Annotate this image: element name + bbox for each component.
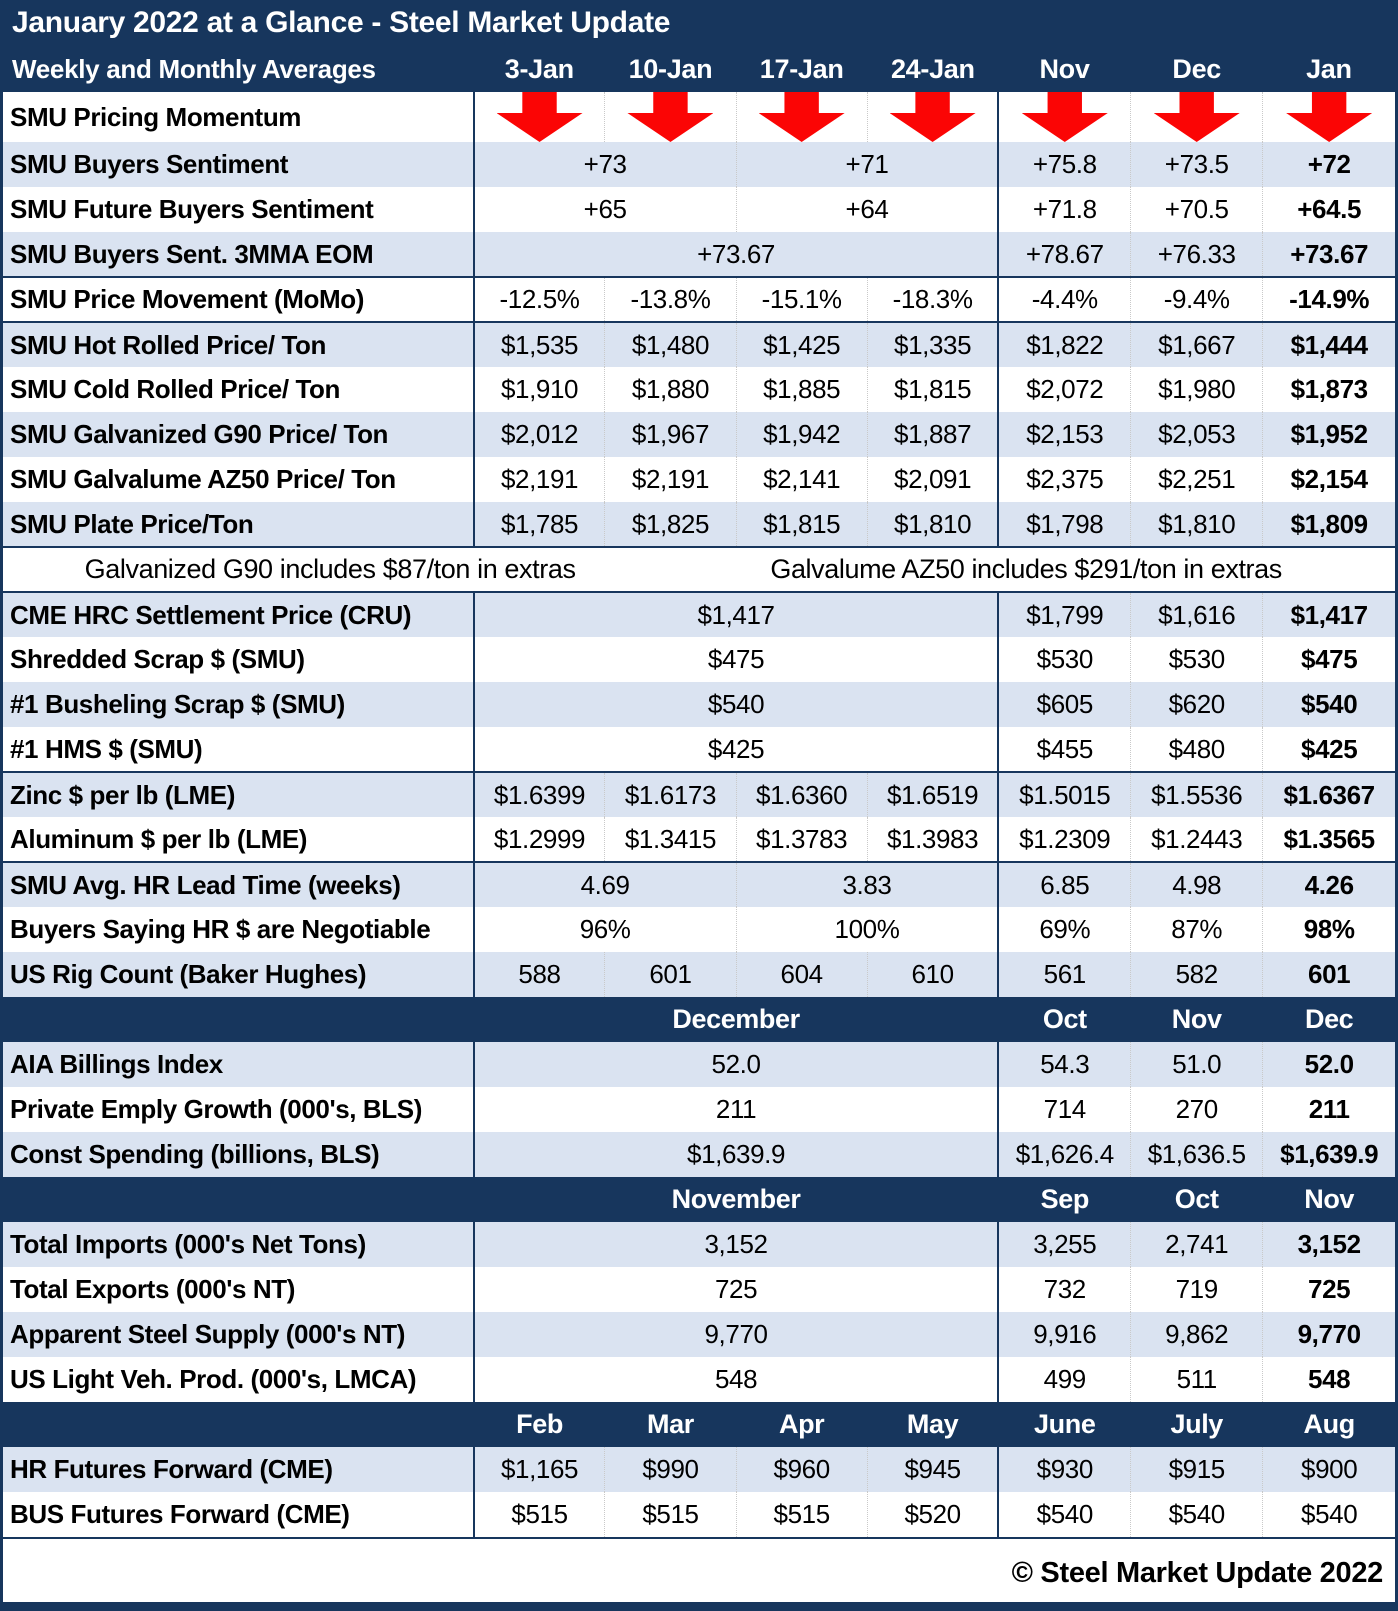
value-cell: $1.3783 [736,817,867,862]
value-cell: +71.8 [998,187,1130,232]
row-label: Const Spending (billions, BLS) [3,1132,474,1177]
value-cell: 52.0 [474,1042,999,1087]
column-header: 17-Jan [759,53,844,84]
value-cell: 4.69 [474,862,736,907]
row-label: US Rig Count (Baker Hughes) [3,952,474,997]
value-cell: 96% [474,907,736,952]
value-cell: $1,480 [605,322,736,367]
table-row [3,367,1395,412]
value-cell: 714 [998,1087,1130,1132]
row-label: Buyers Saying HR $ are Negotiable [3,907,474,952]
value-cell: +65 [474,187,736,232]
table-row [3,1312,1395,1357]
value-cell: $1,809 [1263,502,1395,547]
value-cell: $515 [474,1492,605,1537]
value-cell: 4.98 [1131,862,1263,907]
value-cell: $540 [998,1492,1130,1537]
value-cell: +75.8 [998,142,1130,187]
column-header: Nov [1039,53,1090,84]
value-cell: $2,153 [998,412,1130,457]
down-arrow-icon [1154,92,1240,142]
value-cell: 9,916 [998,1312,1130,1357]
row-label: #1 HMS $ (SMU) [3,727,474,772]
value-cell: 3,255 [998,1222,1130,1267]
value-cell: $1,873 [1263,367,1395,412]
row-label: SMU Avg. HR Lead Time (weeks) [3,862,474,907]
row-label: SMU Galvalume AZ50 Price/ Ton [3,457,474,502]
value-cell: $945 [867,1447,998,1492]
row-label: Private Emply Growth (000's, BLS) [3,1087,474,1132]
section-header-cell: Oct [1131,1177,1263,1222]
row-label: SMU Plate Price/Ton [3,502,474,547]
copyright: © Steel Market Update 2022 [1011,1556,1383,1589]
row-label: Total Exports (000's NT) [3,1267,474,1312]
page-title: January 2022 at a Glance - Steel Market Update [3,0,1395,46]
value-cell: $1.2309 [998,817,1130,862]
row-label: AIA Billings Index [3,1042,474,1087]
value-cell: $1.6519 [867,772,998,817]
momentum-cell [605,92,736,142]
row-label: SMU Buyers Sent. 3MMA EOM [3,232,474,277]
value-cell: 511 [1131,1357,1263,1402]
value-cell: $1,425 [736,322,867,367]
down-arrow-icon [627,92,713,142]
table-row [3,1042,1395,1087]
table-row [3,637,1395,682]
value-cell: $1,616 [1131,592,1263,637]
value-cell: 732 [998,1267,1130,1312]
table-row [3,1222,1395,1267]
value-cell: $990 [605,1447,736,1492]
value-cell: $530 [998,637,1130,682]
table-row [3,1447,1395,1492]
value-cell: $1.6360 [736,772,867,817]
value-cell: -14.9% [1263,277,1395,322]
value-cell: 6.85 [998,862,1130,907]
value-cell: $1,810 [1131,502,1263,547]
section-header-cell: Aug [1263,1402,1395,1447]
value-cell: 270 [1131,1087,1263,1132]
table-row [3,92,1395,142]
table-row [3,592,1395,637]
value-cell: $2,091 [867,457,998,502]
value-cell: $1,885 [736,367,867,412]
value-cell: -12.5% [474,277,605,322]
extras-note-row-cell [3,547,1395,592]
value-cell: $930 [998,1447,1130,1492]
value-cell: -9.4% [1131,277,1263,322]
column-header: 3-Jan [504,53,574,84]
value-cell: $1.3565 [1263,817,1395,862]
value-cell: -13.8% [605,277,736,322]
momentum-cell [1263,92,1395,142]
row-label: Total Imports (000's Net Tons) [3,1222,474,1267]
table-row [3,907,1395,952]
value-cell: +64.5 [1263,187,1395,232]
row-label [3,997,474,1042]
table-row [3,277,1395,322]
value-cell: +73.67 [474,232,999,277]
momentum-cell [736,92,867,142]
value-cell: $1,335 [867,322,998,367]
value-cell: $1,980 [1131,367,1263,412]
value-cell: $1,967 [605,412,736,457]
value-cell: $1.6173 [605,772,736,817]
table-row [3,772,1395,817]
value-cell: 610 [867,952,998,997]
section-header-cell: July [1131,1402,1263,1447]
value-cell: 211 [474,1087,999,1132]
value-cell: $540 [1263,1492,1395,1537]
column-header-row [3,46,1395,92]
value-cell: $620 [1131,682,1263,727]
momentum-cell [474,92,605,142]
table-row [3,322,1395,367]
value-cell: $900 [1263,1447,1395,1492]
table-row [3,1267,1395,1312]
value-cell: 51.0 [1131,1042,1263,1087]
row-label: HR Futures Forward (CME) [3,1447,474,1492]
table-row [3,1132,1395,1177]
column-header: 10-Jan [628,53,713,84]
section-header-row [3,1402,1395,1447]
section-header-row [3,1177,1395,1222]
value-cell: $1.3983 [867,817,998,862]
value-cell: 54.3 [998,1042,1130,1087]
value-cell: $2,154 [1263,457,1395,502]
value-cell: 725 [474,1267,999,1312]
value-cell: $1,417 [1263,592,1395,637]
section-header-cell: December [474,997,999,1042]
value-cell: +73.67 [1263,232,1395,277]
row-label: SMU Future Buyers Sentiment [3,187,474,232]
value-cell: 3,152 [1263,1222,1395,1267]
row-label: #1 Busheling Scrap $ (SMU) [3,682,474,727]
value-cell: $1,639.9 [1263,1132,1395,1177]
down-arrow-icon [890,92,976,142]
value-cell: $480 [1131,727,1263,772]
value-cell: 100% [736,907,998,952]
value-cell: $515 [736,1492,867,1537]
value-cell: $1,626.4 [998,1132,1130,1177]
value-cell: -4.4% [998,277,1130,322]
value-cell: $475 [1263,637,1395,682]
value-cell: 588 [474,952,605,997]
value-cell: $1.2999 [474,817,605,862]
value-cell: $1,815 [736,502,867,547]
table-row [3,862,1395,907]
value-cell: $2,072 [998,367,1130,412]
value-cell: $1,636.5 [1131,1132,1263,1177]
value-cell: $1.5015 [998,772,1130,817]
row-label: US Light Veh. Prod. (000's, LMCA) [3,1357,474,1402]
value-cell: +78.67 [998,232,1130,277]
value-cell: $1,810 [867,502,998,547]
momentum-cell [1131,92,1263,142]
section-header-cell: Apr [736,1402,867,1447]
momentum-cell [867,92,998,142]
value-cell: +73.5 [1131,142,1263,187]
section-header-cell: June [998,1402,1130,1447]
table-row [3,1492,1395,1537]
value-cell: 548 [1263,1357,1395,1402]
down-arrow-icon [1022,92,1108,142]
section-header-cell: Feb [474,1402,605,1447]
column-header: 24-Jan [890,53,975,84]
value-cell: 719 [1131,1267,1263,1312]
value-cell: 561 [998,952,1130,997]
galvalume-extras-note: Galvalume AZ50 includes $291/ton in extras [770,554,1282,584]
value-cell: 601 [605,952,736,997]
value-cell: 582 [1131,952,1263,997]
value-cell: 2,741 [1131,1222,1263,1267]
value-cell: $1.6399 [474,772,605,817]
value-cell: 69% [998,907,1130,952]
table-row [3,457,1395,502]
row-label: SMU Price Movement (MoMo) [3,277,474,322]
header-label: Weekly and Monthly Averages [12,53,376,84]
column-header: Dec [1172,53,1222,84]
value-cell: 3,152 [474,1222,999,1267]
value-cell: $540 [474,682,999,727]
value-cell: 52.0 [1263,1042,1395,1087]
value-cell: $425 [1263,727,1395,772]
row-label: SMU Pricing Momentum [3,92,474,142]
value-cell: $1,887 [867,412,998,457]
table-row [3,1357,1395,1402]
value-cell: -18.3% [867,277,998,322]
value-cell: 601 [1263,952,1395,997]
value-cell: $1,815 [867,367,998,412]
table-row [3,817,1395,862]
value-cell: $2,053 [1131,412,1263,457]
row-label: CME HRC Settlement Price (CRU) [3,592,474,637]
value-cell: $960 [736,1447,867,1492]
value-cell: $1,444 [1263,322,1395,367]
value-cell: 604 [736,952,867,997]
value-cell: 548 [474,1357,999,1402]
down-arrow-icon [759,92,845,142]
table-row [3,952,1395,997]
value-cell: $520 [867,1492,998,1537]
section-header-cell: May [867,1402,998,1447]
table-row [3,232,1395,277]
value-cell: $1.2443 [1131,817,1263,862]
table-row [3,187,1395,232]
table-row [3,502,1395,547]
value-cell: $2,191 [605,457,736,502]
row-label: SMU Buyers Sentiment [3,142,474,187]
section-header-cell: Nov [1263,1177,1395,1222]
value-cell: $2,191 [474,457,605,502]
table-row [3,412,1395,457]
value-cell: $530 [1131,637,1263,682]
value-cell: $540 [1263,682,1395,727]
value-cell: $1,880 [605,367,736,412]
table-row [3,547,1395,592]
row-label: Zinc $ per lb (LME) [3,772,474,817]
section-header-row [3,997,1395,1042]
row-label: Aluminum $ per lb (LME) [3,817,474,862]
value-cell: $1,952 [1263,412,1395,457]
value-cell: 3.83 [736,862,998,907]
value-cell: +64 [736,187,998,232]
glance-table [3,46,1395,1537]
value-cell: $915 [1131,1447,1263,1492]
value-cell: 725 [1263,1267,1395,1312]
row-label: SMU Galvanized G90 Price/ Ton [3,412,474,457]
table-row [3,682,1395,727]
table-row [3,1087,1395,1132]
value-cell: $540 [1131,1492,1263,1537]
momentum-cell [998,92,1130,142]
value-cell: $475 [474,637,999,682]
value-cell: $1,535 [474,322,605,367]
value-cell: 87% [1131,907,1263,952]
value-cell: $1,798 [998,502,1130,547]
value-cell: +71 [736,142,998,187]
section-header-cell: Oct [998,997,1130,1042]
section-header-cell: Dec [1263,997,1395,1042]
value-cell: $1.6367 [1263,772,1395,817]
value-cell: $515 [605,1492,736,1537]
row-label: SMU Cold Rolled Price/ Ton [3,367,474,412]
section-header-cell: November [474,1177,999,1222]
value-cell: $455 [998,727,1130,772]
value-cell: -15.1% [736,277,867,322]
value-cell: 4.26 [1263,862,1395,907]
value-cell: 98% [1263,907,1395,952]
value-cell: $1,822 [998,322,1130,367]
column-header: Jan [1306,53,1352,84]
value-cell: +73 [474,142,736,187]
value-cell: $425 [474,727,999,772]
table-row [3,727,1395,772]
down-arrow-icon [497,92,583,142]
row-label [3,1177,474,1222]
value-cell: $1,785 [474,502,605,547]
value-cell: $1,639.9 [474,1132,999,1177]
value-cell: $2,375 [998,457,1130,502]
value-cell: $2,251 [1131,457,1263,502]
value-cell: 211 [1263,1087,1395,1132]
value-cell: $1,667 [1131,322,1263,367]
value-cell: $1,942 [736,412,867,457]
value-cell: $1,825 [605,502,736,547]
down-arrow-icon [1286,92,1372,142]
value-cell: +76.33 [1131,232,1263,277]
value-cell: $605 [998,682,1130,727]
section-header-cell: Nov [1131,997,1263,1042]
value-cell: 9,862 [1131,1312,1263,1357]
row-label: SMU Hot Rolled Price/ Ton [3,322,474,367]
value-cell: +70.5 [1131,187,1263,232]
section-header-cell: Mar [605,1402,736,1447]
row-label: Shredded Scrap $ (SMU) [3,637,474,682]
value-cell: $1,910 [474,367,605,412]
table-row [3,142,1395,187]
section-header-cell: Sep [998,1177,1130,1222]
row-label [3,1402,474,1447]
row-label: Apparent Steel Supply (000's NT) [3,1312,474,1357]
value-cell: $1.5536 [1131,772,1263,817]
galvanized-extras-note: Galvanized G90 includes $87/ton in extras [84,554,576,584]
value-cell: $2,141 [736,457,867,502]
value-cell: $1.3415 [605,817,736,862]
value-cell: $2,012 [474,412,605,457]
row-label: BUS Futures Forward (CME) [3,1492,474,1537]
value-cell: +72 [1263,142,1395,187]
value-cell: 499 [998,1357,1130,1402]
value-cell: 9,770 [474,1312,999,1357]
value-cell: $1,165 [474,1447,605,1492]
value-cell: $1,799 [998,592,1130,637]
value-cell: $1,417 [474,592,999,637]
footer-bar [3,1537,1395,1607]
value-cell: 9,770 [1263,1312,1395,1357]
